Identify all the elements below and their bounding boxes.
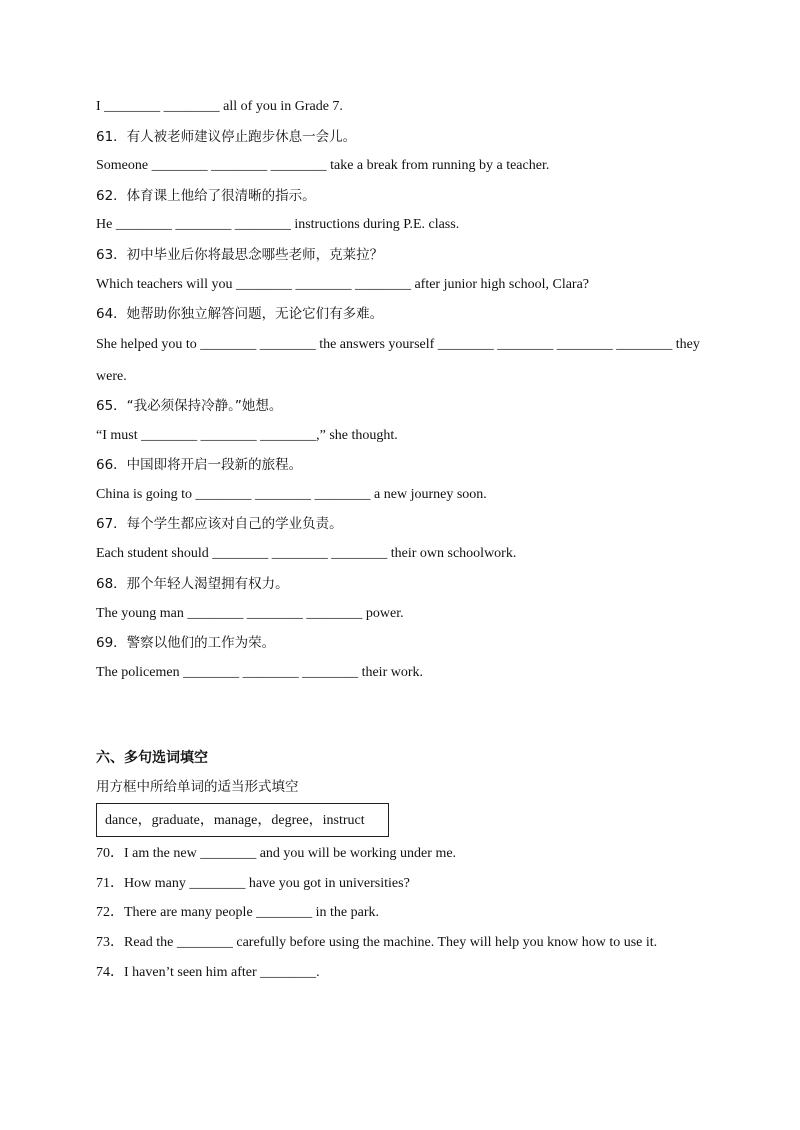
question-71: 71．How many ________ have you got in universities? <box>96 876 410 891</box>
section-heading: 六、多句选词填空 <box>96 750 208 766</box>
answer-line-60: I ________ ________ all of you in Grade 7. <box>96 99 343 114</box>
answer-line-62: He ________ ________ ________ instructions during P.E. class. <box>96 217 460 232</box>
question-69-prompt: 69．警察以他们的工作为荣。 <box>96 635 276 651</box>
answer-line-64: She helped you to ________ ________ the answers yourself ________ ________ ________ ________ they <box>96 337 700 352</box>
answer-line-69: The policemen ________ ________ ________ their work. <box>96 665 424 680</box>
question-73: 73．Read the ________ carefully before using the machine. They will help you know how to use it. <box>96 935 658 950</box>
question-63-prompt: 63．初中毕业后你将最思念哪些老师，克莱拉？ <box>96 247 384 263</box>
question-62-prompt: 62．体育课上他给了很清晰的指示。 <box>96 188 316 204</box>
answer-line-61: Someone ________ ________ ________ take a break from running by a teacher. <box>96 158 550 173</box>
question-65-prompt: 65．“我必须保持冷静。”她想。 <box>96 398 283 414</box>
answer-line-68: The young man ________ ________ ________ power. <box>96 606 404 621</box>
question-72: 72．There are many people ________ in the park. <box>96 905 380 920</box>
answer-line-65: “I must ________ ________ ________,” she thought. <box>96 428 398 443</box>
answer-line-67: Each student should ________ ________ ________ their own schoolwork. <box>96 546 517 561</box>
answer-line-63: Which teachers will you ________ ________ ________ after junior high school, Clara? <box>96 277 590 292</box>
question-70: 70．I am the new ________ and you will be working under me. <box>96 846 457 861</box>
question-67-prompt: 67．每个学生都应该对自己的学业负责。 <box>96 516 343 532</box>
answer-line-64-cont: were. <box>96 369 127 384</box>
question-61-prompt: 61．有人被老师建议停止跑步休息一会儿。 <box>96 129 357 145</box>
question-74: 74．I haven’t seen him after ________. <box>96 965 320 980</box>
word-box-list: dance，graduate，manage，degree，instruct <box>105 813 365 828</box>
question-64-prompt: 64．她帮助你独立解答问题，无论它们有多难。 <box>96 306 384 322</box>
question-68-prompt: 68．那个年轻人渴望拥有权力。 <box>96 576 289 592</box>
word-box <box>96 803 389 837</box>
question-66-prompt: 66．中国即将开启一段新的旅程。 <box>96 457 303 473</box>
section-instruction: 用方框中所给单词的适当形式填空 <box>96 779 299 795</box>
answer-line-66: China is going to ________ ________ ________ a new journey soon. <box>96 487 487 502</box>
